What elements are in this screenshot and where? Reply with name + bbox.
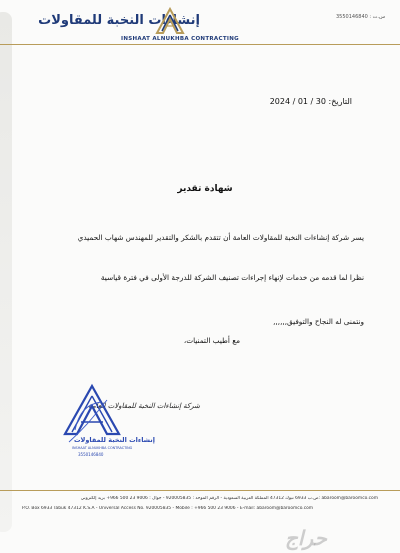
letter-paragraph-1: يسر شركة إنشاءات النخبة للمقاولات العامة أن تتقدم بالشكر والتقدير للمهندس شهاب الحميدي [77, 233, 364, 242]
letter-date: التاريخ: 30 / 01 / 2024 [269, 97, 352, 106]
letter-title: شهادة تقدير [177, 184, 233, 194]
stamp-number: 3550146840 [78, 452, 104, 457]
footer-arabic: abaroom@baroomco.com :ص.ب 6933 تبوك 47312 المملكة العربية السعودية - الرقم الموحد : 920005835 - جوال : 9006 23 500 966+ بريد إلكتروني [80, 496, 378, 501]
header-divider [0, 44, 400, 45]
logo-english-text: INSHAAT ALNUKHBA CONTRACTING [121, 36, 239, 42]
company-stamp-icon [57, 382, 127, 462]
letter-paragraph-3: ونتمنى له النجاح والتوفيق,,,,,, [273, 317, 364, 326]
stamp-english-text: INSHAAT ALNUKHBA CONTRACTING [72, 446, 133, 450]
cr-number: س.ت : 3550146840 [336, 14, 386, 20]
letter-paragraph-2: نظرا لما قدمه من خدمات لإنهاء إجراءات تصنيف الشركة للدرجة الأولى في فترة قياسية [100, 273, 364, 282]
letter-paragraph-4: مع أطيب التمنيات، [183, 336, 240, 345]
stamp-arabic-text: إنشاءات النخبة للمقاولات [74, 436, 155, 444]
signature-line: شركة إنشاءات النخبة للمقاولات العامة [88, 402, 200, 410]
watermark: حراج [285, 526, 327, 550]
footer-divider [0, 490, 400, 491]
page-edge-shadow [0, 12, 12, 532]
footer-english: P.O. Box 6933 Tabuk 47312 K.S.A - Universal Access No. 920005835 - Mobile : +966 500 23 9006 - E-mail: abaroom@baroomco.com [22, 506, 314, 511]
company-logo-icon [155, 6, 185, 36]
logo-arabic-text: إنشاءات النخبة للمقاولات [38, 13, 200, 28]
